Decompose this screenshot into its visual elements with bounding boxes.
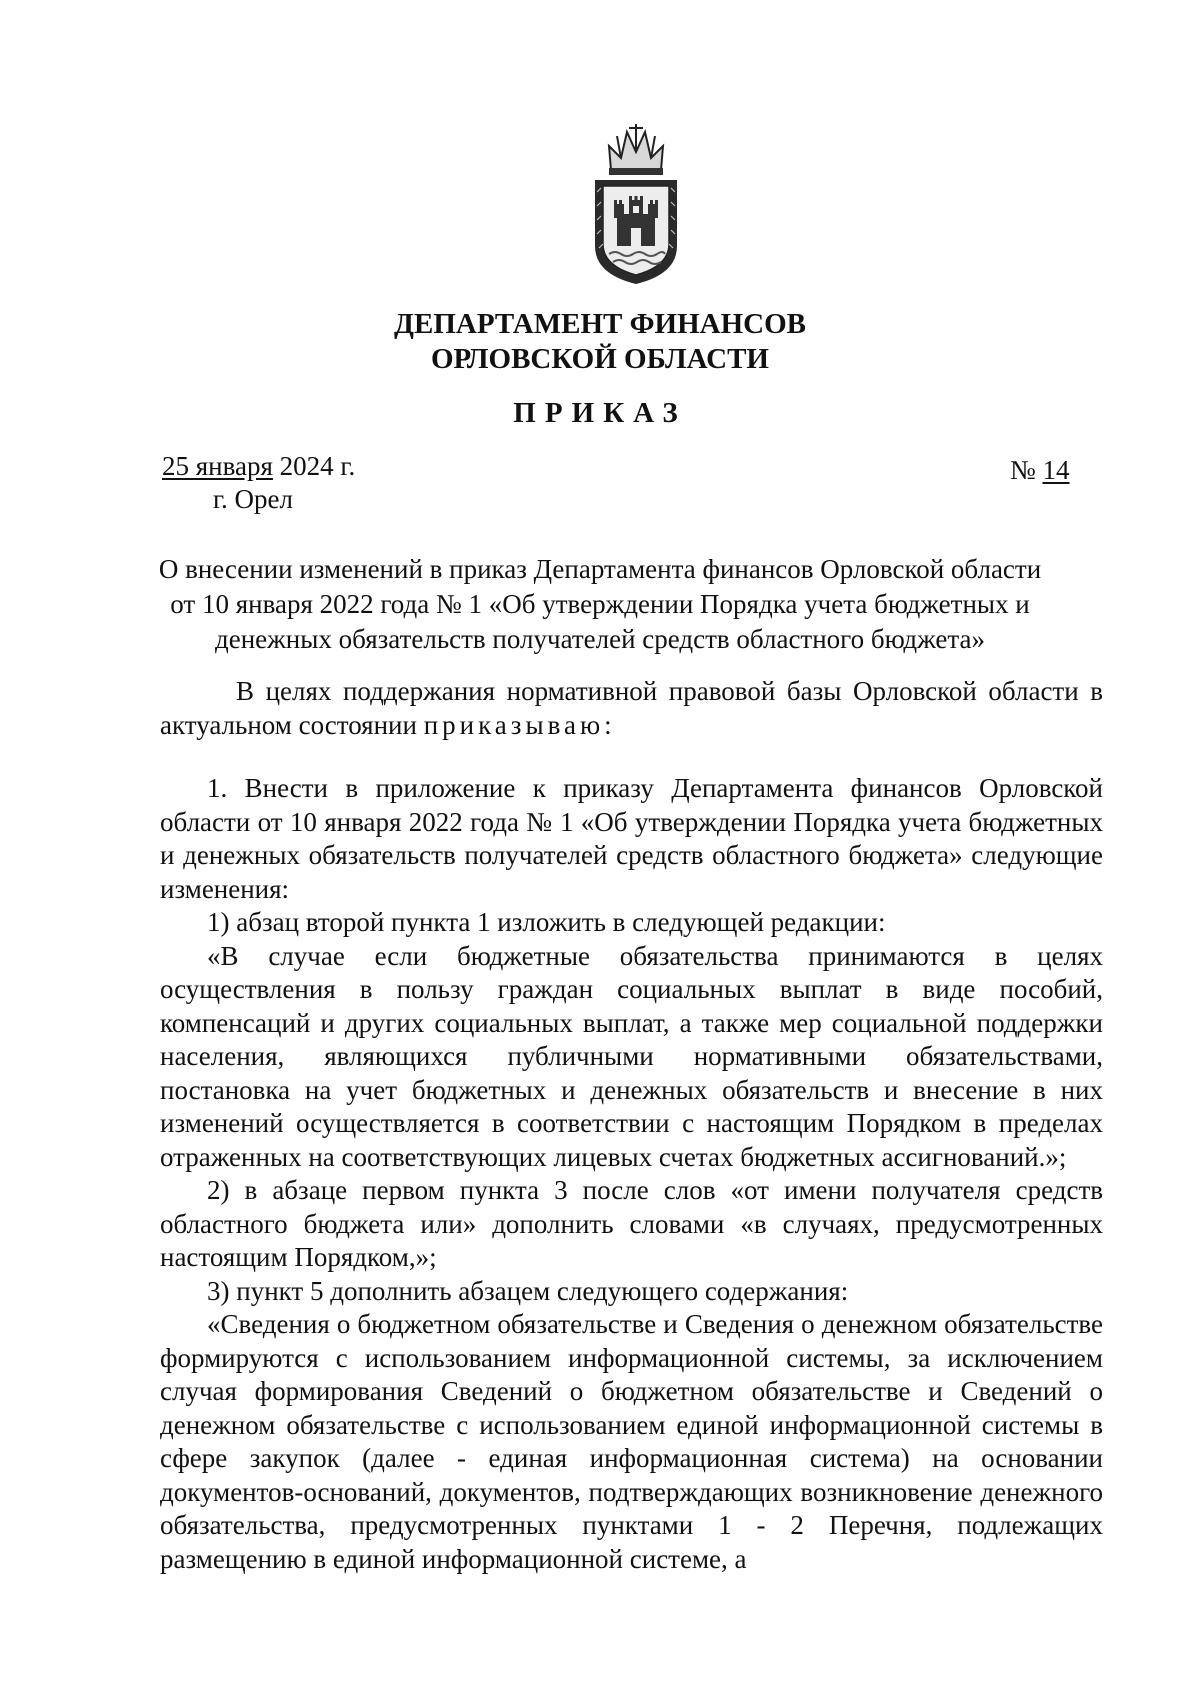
order-city: г. Орел xyxy=(213,484,293,514)
order-subject-line: от 10 января 2022 года № 1 «Об утверждении Порядка учета бюджетных и xyxy=(170,589,1030,619)
order-subject-line: денежных обязательств получателей средств областного бюджета» xyxy=(214,624,985,654)
order-date xyxy=(162,451,355,482)
order-number-prefix: № xyxy=(1010,455,1043,485)
body-paragraph: «В случае если бюджетные обязательства принимаются в целях осуществления в пользу граждан социальных выплат в виде пособий, компенсаций и других социальных выплат, а также мер социальной поддержки населения, являющихся публичными нормативными обязательствами, постановка на учет бюджетных и денежных обязательств и внесение в них изменений осуществляется в соответствии с настоящим Порядком в пределах отраженных на соответствующих лицевых счетах бюджетных ассигнований.»; xyxy=(160,940,1103,1172)
order-subject xyxy=(120,552,1080,657)
body-paragraph: 1. Внести в приложение к приказу Департамента финансов Орловской области от 10 января 2022 года № 1 «Об утверждении Порядка учета бюджетных и денежных обязательств получателей средств областного бюджета» следующие изменения: xyxy=(160,773,1103,904)
body-paragraph: «Сведения о бюджетном обязательстве и Сведения о денежном обязательстве формируются с использованием информационной системы, за исключением случая формирования Сведений о бюджетном обязательстве и Сведений о денежном обязательстве с использованием единой информационной системы в сфере закупок (далее - единая информационная система) на основании документов-оснований, документов, подтверждающих возникновение денежного обязательства, предусмотренных пунктами 1 - 2 Перечня, подлежащих размещению в единой информационной системе, а xyxy=(160,1309,1103,1574)
order-subject-line: О внесении изменений в приказ Департамента финансов Орловской области xyxy=(158,554,1042,584)
body-paragraph: 3) пункт 5 дополнить абзацем следующего содержания: xyxy=(207,1275,849,1306)
order-body xyxy=(160,772,1103,1576)
department-name-line2: ОРЛОВСКОЙ ОБЛАСТИ xyxy=(430,343,769,375)
order-number xyxy=(1010,455,1070,486)
preamble-text: В целях поддержания нормативной правовой базы Орловской области в актуальном состоянии xyxy=(160,676,1103,740)
order-number-value: 14 xyxy=(1042,455,1070,485)
body-paragraph: 2) в абзаце первом пункта 3 после слов «от имени получателя средств областного бюджета или» дополнить словами «в случаях, предусмотренных настоящим Порядком,»; xyxy=(160,1175,1103,1272)
body-paragraph: 1) абзац второй пункта 1 изложить в следующей редакции: xyxy=(207,907,886,937)
preamble xyxy=(160,675,1103,742)
document-type-title: ПРИКАЗ xyxy=(513,397,687,429)
order-date-day-month: 25 января xyxy=(162,451,273,481)
orel-oblast-coat-of-arms-icon xyxy=(581,118,691,286)
order-date-year: 2024 г. xyxy=(272,451,356,481)
department-name-line1: ДЕПАРТАМЕНТ ФИНАНСОВ xyxy=(394,308,806,340)
command-word: приказываю: xyxy=(423,709,616,740)
preamble-paragraph xyxy=(160,675,1103,742)
